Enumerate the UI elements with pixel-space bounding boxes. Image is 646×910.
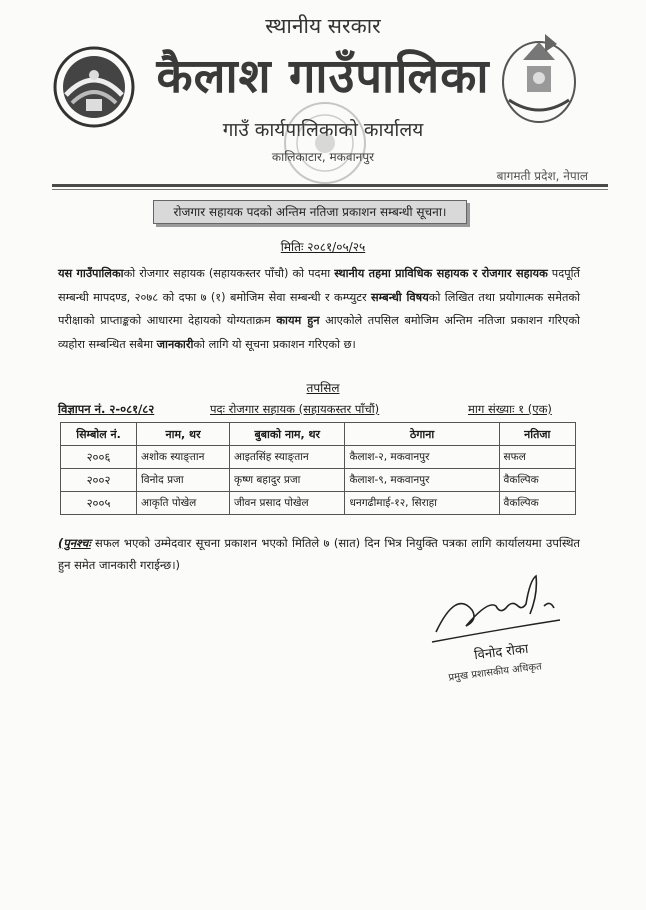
province-label: बागमती प्रदेश, नेपाल — [496, 169, 588, 183]
father-name-cell: आइतसिंह स्याङ्तान — [230, 446, 345, 469]
para-text-4: आएकोले तपसिल बमोजिम अन्तिम नतिजा प्रकाशन गरिएको व्यहोरा सम्बन्धित सबैमा — [58, 314, 580, 351]
advertisement-number: विज्ञापन नं. २-०८१/८२ — [58, 402, 155, 416]
column-header: बुबाको नाम, थर — [230, 423, 345, 446]
name-cell: आकृति पोखेल — [137, 492, 230, 515]
notice-paragraph — [58, 262, 580, 356]
para-bold-2: स्थानीय तहमा प्राविधिक सहायक र रोजगार सहायक — [334, 267, 548, 280]
address-cell: धनगढीमाई-१२, सिराहा — [345, 492, 499, 515]
para-text-1: को रोजगार सहायक (सहायकस्तर पाँचौ) को पदमा — [123, 267, 335, 280]
notice-title: रोजगार सहायक पदको अन्तिम नतिजा प्रकाशन सम्बन्धी सूचना। — [153, 200, 467, 224]
handwritten-signature — [426, 570, 566, 650]
result-cell: वैकल्पिक — [499, 492, 575, 515]
office-seal-watermark — [282, 100, 368, 186]
column-header: सिम्बोल नं. — [61, 423, 137, 446]
column-header: नतिजा — [499, 423, 575, 446]
demand-count: माग संख्याः १ (एक) — [468, 402, 552, 416]
schedule-heading: तपसिल — [306, 381, 340, 395]
post-name: पदः रोजगार सहायक (सहायकस्तर पाँचौं) — [210, 402, 380, 416]
para-bold-5: जानकारी — [156, 337, 194, 351]
father-name-cell: कृष्ण बहादुर प्रजा — [230, 469, 345, 492]
table-row — [61, 492, 576, 515]
para-text-3: को लिखित तथा प्रयोगात्मक समेतको परीक्षाको प्राप्ताङ्कको आधारमा देहायको योग्यताक्रम — [58, 290, 580, 327]
address-cell: कैलाश-२, मकवानपुर — [345, 446, 499, 469]
municipality-name: कैलाश गाउँपालिका — [156, 49, 490, 104]
name-cell: विनोद प्रजा — [137, 469, 230, 492]
header-divider — [52, 184, 608, 187]
header-top-line: स्थानीय सरकार — [265, 14, 381, 38]
result-cell: वैकल्पिक — [499, 469, 575, 492]
para-text-2: पदपूर्ति सम्बन्धी मापदण्ड, २०७८ को दफा ७ (१) बमोजिम सेवा सम्बन्धी र कम्प्युटर — [58, 267, 580, 304]
table-row — [61, 469, 576, 492]
results-table — [60, 422, 576, 515]
signatory-title: प्रमुख प्रशासकीय अधिकृत — [447, 661, 543, 684]
postscript-text: सफल भएको उम्मेदवार सूचना प्रकाशन भएको मितिले ७ (सात) दिन भित्र नियुक्ति पत्रका लागि कार्यालयमा उपस्थित हुन समेत जानकारी गराईन्छ।) — [58, 536, 580, 572]
name-cell: अशोक स्याङ्तान — [137, 446, 230, 469]
result-cell: सफल — [499, 446, 575, 469]
office-name: गाउँ कार्यपालिकाको कार्यालय — [222, 119, 424, 141]
column-header: ठेगाना — [345, 423, 499, 446]
table-header-row — [61, 423, 576, 446]
column-header: नाम, थर — [137, 423, 230, 446]
symbol-cell: २००६ — [61, 446, 137, 469]
symbol-cell: २००२ — [61, 469, 137, 492]
father-name-cell: जीवन प्रसाद पोखेल — [230, 492, 345, 515]
office-address: कालिकाटार, मकवानपुर — [271, 150, 375, 164]
table-row — [61, 446, 576, 469]
symbol-cell: २००५ — [61, 492, 137, 515]
address-cell: कैलाश-९, मकवानपुर — [345, 469, 499, 492]
nepal-emblem — [497, 30, 581, 130]
notice-date: मितिः २०८१/०५/२५ — [280, 240, 366, 254]
para-bold-4: कायम हुन — [276, 314, 320, 327]
postscript-label: (पुनश्चः — [58, 536, 91, 550]
para-bold-3: सम्बन्धी विषय — [370, 290, 429, 304]
para-text-5: को लागि यो सूचना प्रकाशन गरिएको छ। — [193, 337, 356, 351]
signatory-name: विनोद रोका — [473, 641, 530, 664]
para-bold-1: यस गाउँपालिका — [58, 267, 124, 280]
header-divider-thin — [52, 189, 608, 190]
